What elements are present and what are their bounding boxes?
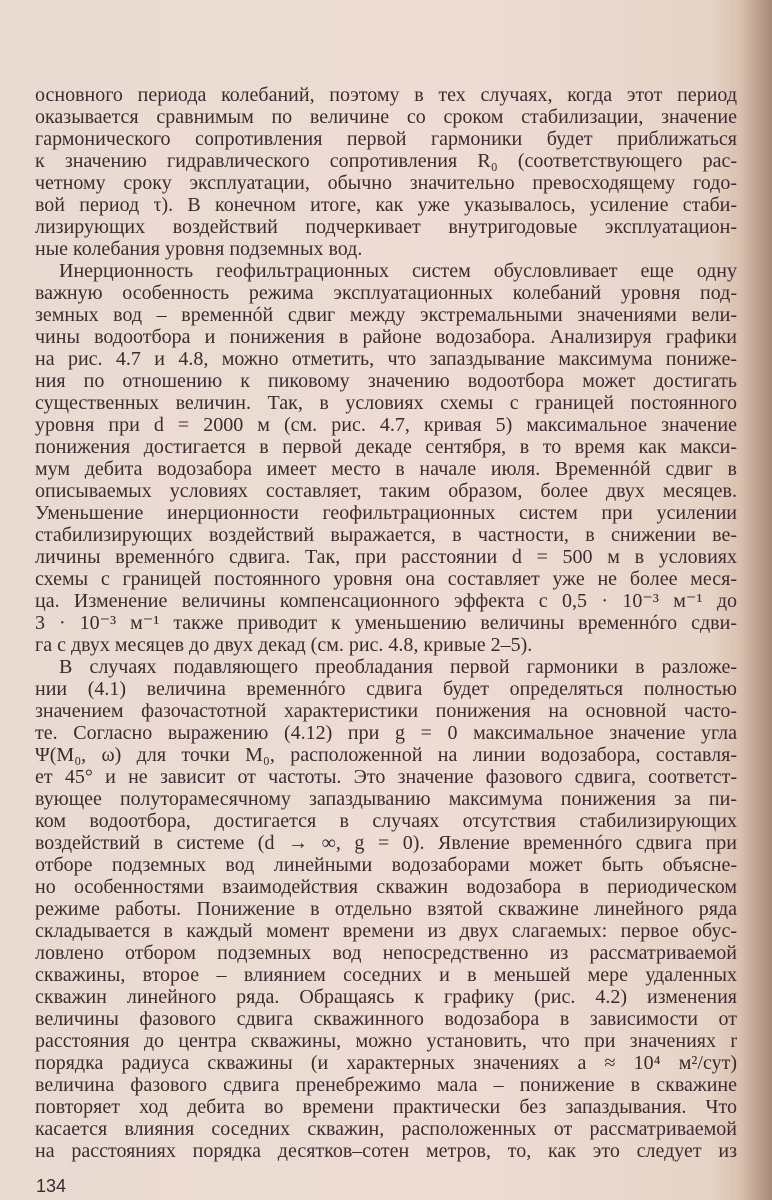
text-line: расстояния до центра скважины, можно установить, что при значениях r [35,1030,737,1052]
text-line: четному сроку эксплуатации, обычно значительно превосходящему годо- [35,172,737,194]
text-line: значением фазочастотной характеристики понижения на основной часто- [35,700,737,722]
text-line: земных вод – временнóй сдвиг между экстремальными значениями вели- [35,304,737,326]
text-line: скважины, второе – влиянием соседних и в меньшей мере удаленных [35,964,737,986]
text-line: отборе подземных вод линейными водозаборами может быть объясне- [35,854,737,876]
paragraph [35,656,737,1162]
text-line: ные колебания уровня подземных вод. [35,238,363,260]
text-line: стабилизирующих воздействий выражается, в частности, в снижении ве- [35,524,737,546]
text-line: Уменьшение инерционности геофильтрационных систем при усилении [35,502,737,524]
text-line: величины фазового сдвига скважинного водозабора в зависимости от [35,1008,737,1030]
text-line: Инерционность геофильтрационных систем обусловливает еще одну [59,260,737,282]
page-number: 134 [36,1176,67,1196]
text-line: оказывается сравнимым по величине со сроком стабилизации, значение [35,106,737,128]
text-line: уровня при d = 2000 м (см. рис. 4.7, кривая 5) максимальное значение [35,414,737,436]
text-line: но особенностями взаимодействия скважин водозабора в периодическом [35,876,737,898]
text-line: вой период τ). В конечном итоге, как уже указывалось, усиление стаби- [35,194,737,216]
text-line: на рис. 4.7 и 4.8, можно отметить, что запаздывание максимума пониже- [35,348,737,370]
text-line: существенных величин. Так, в условиях схемы с границей постоянного [35,392,737,414]
text-line: режиме работы. Понижение в отдельно взятой скважине линейного ряда [35,898,737,920]
text-line: га с двух месяцев до двух декад (см. рис. 4.8, кривые 2–5). [35,634,533,656]
text-line: ет 45° и не зависит от частоты. Это значение фазового сдвига, соответст- [35,766,737,788]
text-line: лизирующих воздействий подчеркивает внутригодовые эксплуатацион- [35,216,737,238]
text-line: ния по отношению к пиковому значению водоотбора может достигать [35,370,737,392]
text-line: нии (4.1) величина временнóго сдвига будет определяться полностью [35,678,737,700]
text-line: важную особенность режима эксплуатационных колебаний уровня под- [35,282,737,304]
text-line: личины временнóго сдвига. Так, при расстоянии d = 500 м в условиях [35,546,737,568]
text-line: 3 · 10⁻³ м⁻¹ также приводит к уменьшению величины временнóго сдви- [35,612,737,634]
text-line: чины водоотбора и понижения в районе водозабора. Анализируя графики [35,326,737,348]
text-line: понижения достигается в первой декаде сентября, в то время как макси- [35,436,737,458]
text-line: ловлено отбором подземных вод непосредственно из рассматриваемой [35,942,737,964]
text-line: величина фазового сдвига пренебрежимо мала – понижение в скважине [35,1074,737,1096]
text-line: описываемых условиях составляет, таким образом, более двух месяцев. [35,480,737,502]
page-body [35,84,737,1162]
text-line: те. Согласно выражению (4.12) при g = 0 максимальное значение угла [35,722,737,744]
text-line: складывается в каждый момент времени из двух слагаемых: первое обус- [35,920,737,942]
text-line: вующее полуторамесячному запаздыванию максимума понижения за пи- [35,788,737,810]
text-line: касается влияния соседних скважин, расположенных от рассматриваемой [35,1118,737,1140]
text-line: скважин линейного ряда. Обращаясь к графику (рис. 4.2) изменения [35,986,737,1008]
paragraph [35,260,737,656]
text-line: воздействий в системе (d → ∞, g = 0). Явление временнóго сдвига при [35,832,737,854]
paragraph [35,84,737,260]
text-line: повторяет ход дебита во времени практически без запаздывания. Что [35,1096,737,1118]
text-line: гармонического сопротивления первой гармоники будет приближаться [35,128,737,150]
text-line: ца. Изменение величины компенсационного эффекта с 0,5 · 10⁻³ м⁻¹ до [35,590,737,612]
text-line: к значению гидравлического сопротивления R₀ (соответствующего рас- [35,150,737,172]
text-line: Ψ(M₀, ω) для точки M₀, расположенной на линии водозабора, составля- [35,744,737,766]
text-line: схемы с границей постоянного уровня она составляет уже не более меся- [35,568,737,590]
text-line: основного периода колебаний, поэтому в тех случаях, когда этот период [35,84,737,106]
text-line: ком водоотбора, достигается в случаях отсутствия стабилизирующих [35,810,737,832]
text-line: В случаях подавляющего преобладания первой гармоники в разложе- [59,656,737,678]
text-line: на расстояниях порядка десятков–сотен метров, то, как это следует из [35,1140,737,1162]
text-line: мум дебита водозабора имеет место в начале июля. Временнóй сдвиг в [35,458,737,480]
text-line: порядка радиуса скважины (и характерных значениях a ≈ 10⁴ м²/сут) [35,1052,737,1074]
